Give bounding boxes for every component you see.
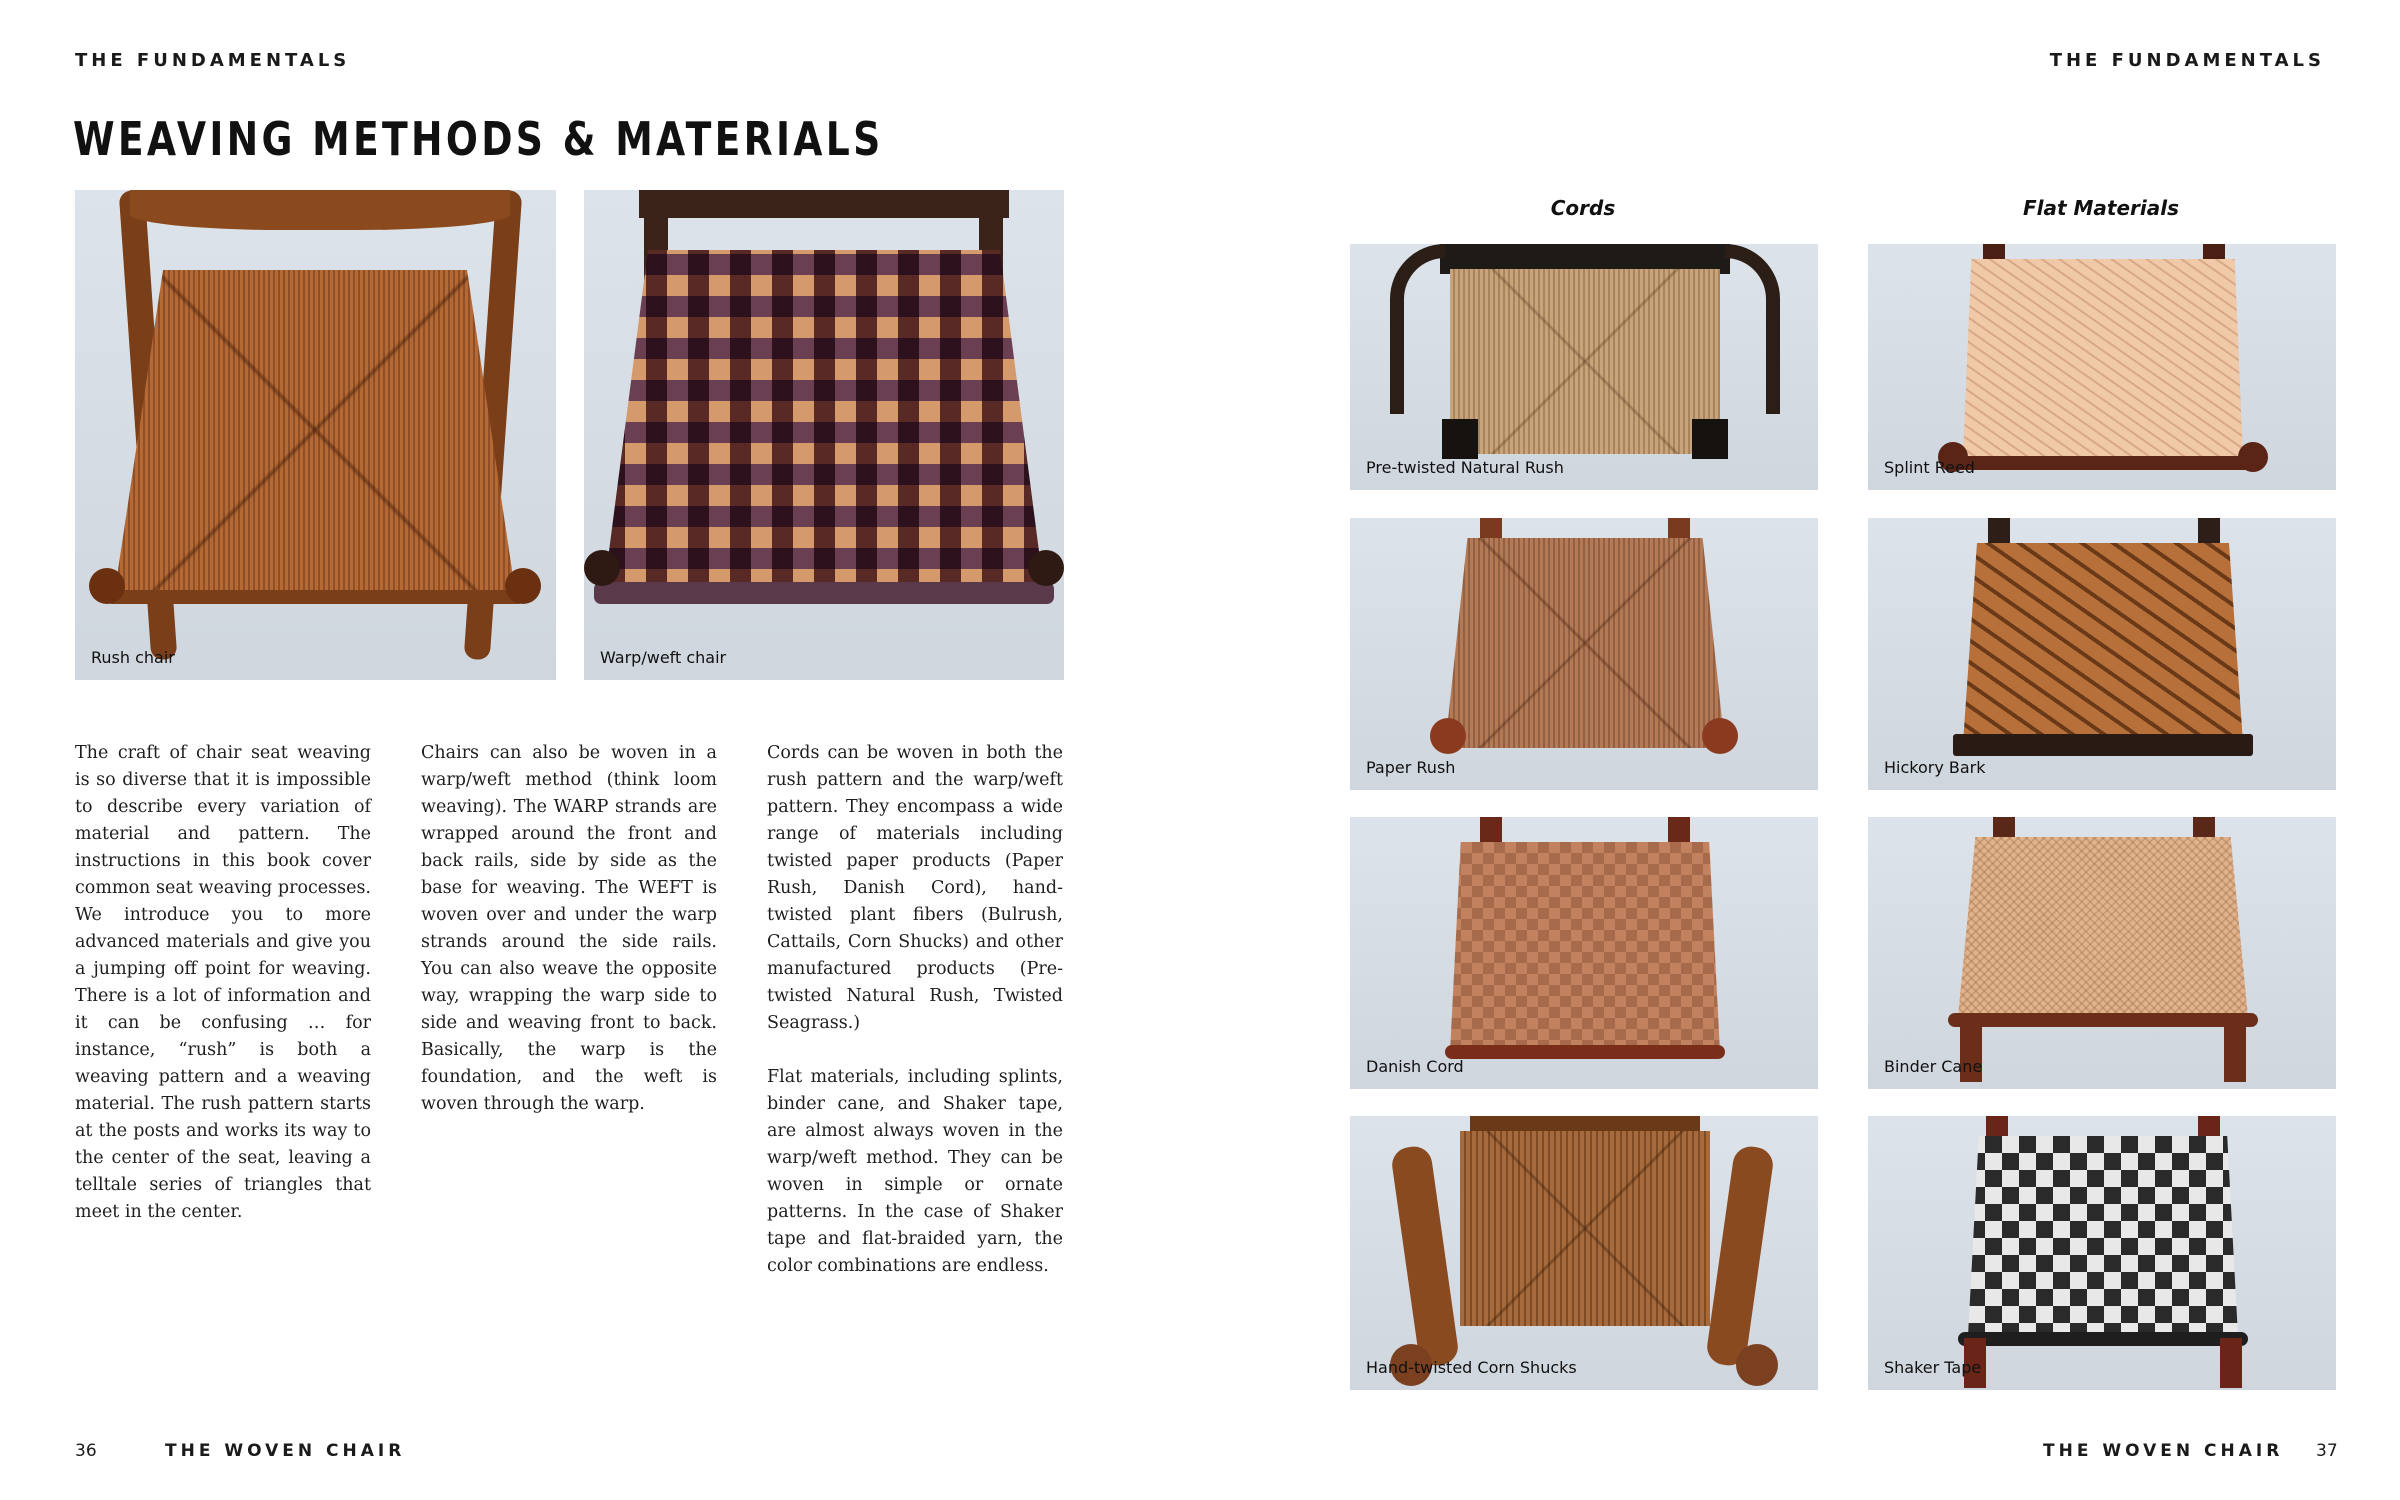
running-foot-right: THE WOVEN CHAIR (2043, 1441, 2284, 1461)
running-foot-left: THE WOVEN CHAIR (165, 1441, 406, 1461)
photo-splint-reed (1868, 244, 2336, 490)
photo-caption: Pre-twisted Natural Rush (1366, 458, 1564, 477)
photo-caption: Binder Cane (1884, 1057, 1983, 1076)
body-column-1 (75, 740, 371, 1226)
photo-paper-rush (1350, 518, 1818, 790)
paragraph: Cords can be woven in both the rush pattern and the warp/weft pattern. They encompass a wide range of materials including twisted paper products (Paper Rush, Danish Cord), hand-twisted plant fibers (Bulrush, Cattails, Corn Shucks) and other manufactured products (Pre-twisted Natural Rush, Twisted Seagrass.) (767, 743, 1063, 1033)
photo-caption: Paper Rush (1366, 758, 1456, 777)
running-head-left: THE FUNDAMENTALS (75, 50, 351, 71)
photo-caption: Shaker Tape (1884, 1358, 1982, 1377)
photo-caption: Warp/weft chair (600, 648, 727, 667)
photo-hickory-bark (1868, 518, 2336, 790)
photo-binder-cane (1868, 817, 2336, 1089)
photo-danish-cord (1350, 817, 1818, 1089)
page-title: WEAVING METHODS & MATERIALS (73, 112, 884, 166)
photo-caption: Danish Cord (1366, 1057, 1464, 1076)
photo-caption: Splint Reed (1884, 458, 1975, 477)
checker-seat (604, 250, 1044, 590)
paragraph: The craft of chair seat weaving is so diverse that it is impossible to describe every variation of material and pattern. The instructions in this book cover common seat weaving processes. We introduce you to more advanced materials and give you a jumping off point for weaving. There is a lot of information and it can be confusing … for instance, “rush” is both a weaving pattern and a weaving material. The rush pattern starts at the posts and works its way to the center of the seat, leaving a telltale series of triangles that meet in the center. (75, 743, 371, 1222)
body-column-2 (421, 740, 717, 1118)
photo-caption: Rush chair (91, 648, 175, 667)
photo-pre-twisted-natural-rush (1350, 244, 1818, 490)
photo-warp-weft-chair (584, 190, 1064, 680)
photo-shaker-tape (1868, 1116, 2336, 1390)
photo-hand-twisted-corn-shucks (1350, 1116, 1818, 1390)
paragraph: Flat materials, including splints, binder cane, and Shaker tape, are almost always woven in the warp/weft method. They can be woven in simple or ornate patterns. In the case of Shaker tape and flat-braided yarn, the color combinations are endless. (767, 1067, 1063, 1276)
page-number-left: 36 (75, 1441, 97, 1461)
page-number-right: 37 (2316, 1441, 2338, 1461)
photo-caption: Hickory Bark (1884, 758, 1986, 777)
photo-caption: Hand-twisted Corn Shucks (1366, 1358, 1577, 1377)
column-header-cords: Cords (1550, 196, 1616, 220)
column-header-flat-materials: Flat Materials (2022, 196, 2180, 220)
photo-rush-chair (75, 190, 556, 680)
body-column-3 (767, 740, 1063, 1280)
rush-seat (115, 270, 515, 590)
running-head-right: THE FUNDAMENTALS (2049, 50, 2325, 71)
paragraph: Chairs can also be woven in a warp/weft method (think loom weaving). The WARP strands are wrapped around the front and back rails, side by side as the base for weaving. The WEFT is woven over and under the warp strands around the side rails. You can also weave the opposite way, wrapping the warp side to side and weaving front to back. Basically, the warp is the foundation, and the weft is woven through the warp. (421, 743, 717, 1114)
